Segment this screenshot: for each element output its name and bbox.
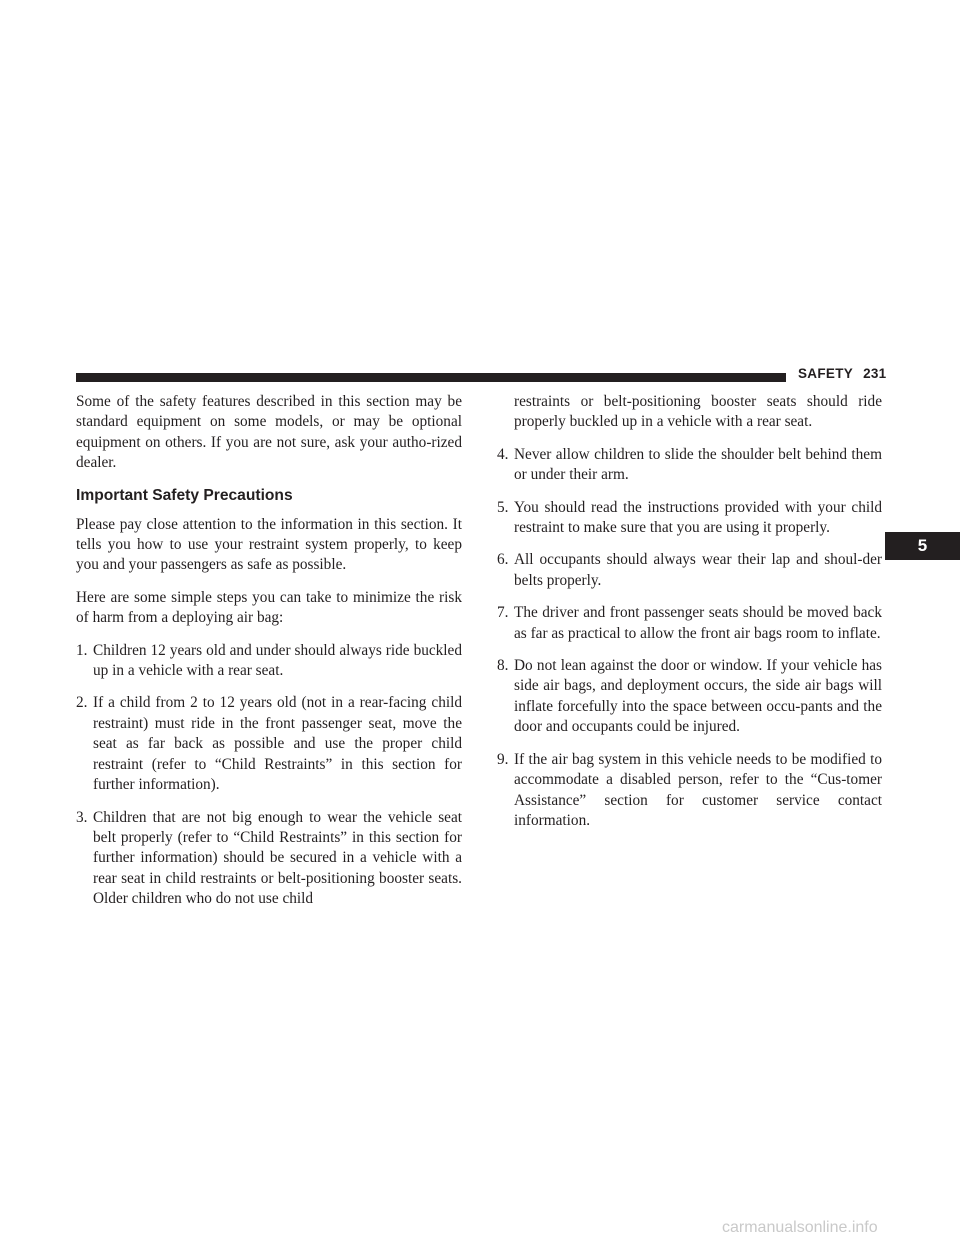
precautions-list-part2 bbox=[497, 392, 882, 831]
section-title: SAFETY bbox=[798, 366, 854, 381]
list-item-number: 3. bbox=[76, 808, 88, 826]
list-item-text: You should read the instructions provided with your child restraint to make sure that you are using it properly. bbox=[514, 498, 882, 537]
list-item bbox=[497, 603, 882, 644]
list-item-text: Do not lean against the door or window. If your vehicle has side air bags, and deployment occurs, the side air bags will inflate forcefully into the space between occu-pants and the door and occupants could be injured. bbox=[514, 657, 882, 736]
header-rule bbox=[76, 373, 786, 382]
chapter-tab: 5 bbox=[885, 532, 960, 560]
list-item-text: All occupants should always wear their lap and shoul-der belts properly. bbox=[514, 551, 882, 589]
left-column bbox=[76, 392, 462, 922]
list-item-number: 1. bbox=[76, 641, 88, 659]
intro-paragraph: Some of the safety features described in this section may be standard equipment on some models, or may be optional equipment on others. If you are not sure, ask your autho-rized dealer. bbox=[76, 393, 462, 472]
list-item bbox=[497, 656, 882, 738]
list-item-number: 6. bbox=[497, 551, 509, 569]
list-item-text: If a child from 2 to 12 years old (not in a rear-facing child restraint) must ride in the front passenger seat, move the seat as far back as possible and use the proper child restraint (refer to “Child Restraints” in this section for further information). bbox=[93, 694, 462, 794]
list-item-text: Children 12 years old and under should always ride buckled up in a vehicle with a rear seat. bbox=[93, 641, 462, 680]
page-number: 231 bbox=[863, 366, 887, 381]
steps-intro-paragraph: Here are some simple steps you can take to minimize the risk of harm from a deploying air bag: bbox=[76, 588, 462, 627]
list-item-number: 8. bbox=[497, 657, 509, 675]
right-column bbox=[497, 392, 882, 843]
list-item bbox=[497, 550, 882, 591]
footer-watermark: carmanualsonline.info bbox=[722, 1219, 878, 1236]
list-item-number: 2. bbox=[76, 694, 88, 712]
list-item bbox=[497, 498, 882, 539]
list-item bbox=[76, 808, 462, 910]
list-item-number: 9. bbox=[497, 750, 509, 768]
list-item bbox=[497, 445, 882, 486]
precautions-paragraph: Please pay close attention to the information in this section. It tells you how to use your restraint system properly, to keep you and your passengers as safe as possible. bbox=[76, 515, 462, 574]
list-item-text: Children that are not big enough to wear the vehicle seat belt properly (refer to “Child Restraints” in this section for further information) should be secured in a vehicle with a rear seat in child restraints or belt-positioning booster seats. Older children who do not use child bbox=[93, 808, 462, 908]
list-item-number: 5. bbox=[497, 498, 509, 516]
list-item-text: The driver and front passenger seats should be moved back as far as practical to allow the front air bags room to inflate. bbox=[514, 604, 882, 642]
list-item-text: Never allow children to slide the shoulder belt behind them or under their arm. bbox=[514, 445, 882, 484]
list-item bbox=[497, 750, 882, 832]
precautions-list-part1 bbox=[76, 641, 462, 910]
list-item bbox=[76, 641, 462, 682]
list-item bbox=[76, 693, 462, 795]
list-item-number: 4. bbox=[497, 445, 509, 463]
list-item-continuation bbox=[497, 392, 882, 433]
list-item-text: If the air bag system in this vehicle needs to be modified to accommodate a disabled person, refer to the “Cus-tomer Assistance” section for customer service contact information. bbox=[514, 750, 882, 829]
section-heading: Important Safety Precautions bbox=[76, 486, 293, 504]
running-header bbox=[798, 366, 887, 381]
list-item-number: 7. bbox=[497, 604, 509, 622]
list-item-text: restraints or belt-positioning booster seats should ride properly buckled up in a vehicle with a rear seat. bbox=[514, 393, 882, 431]
